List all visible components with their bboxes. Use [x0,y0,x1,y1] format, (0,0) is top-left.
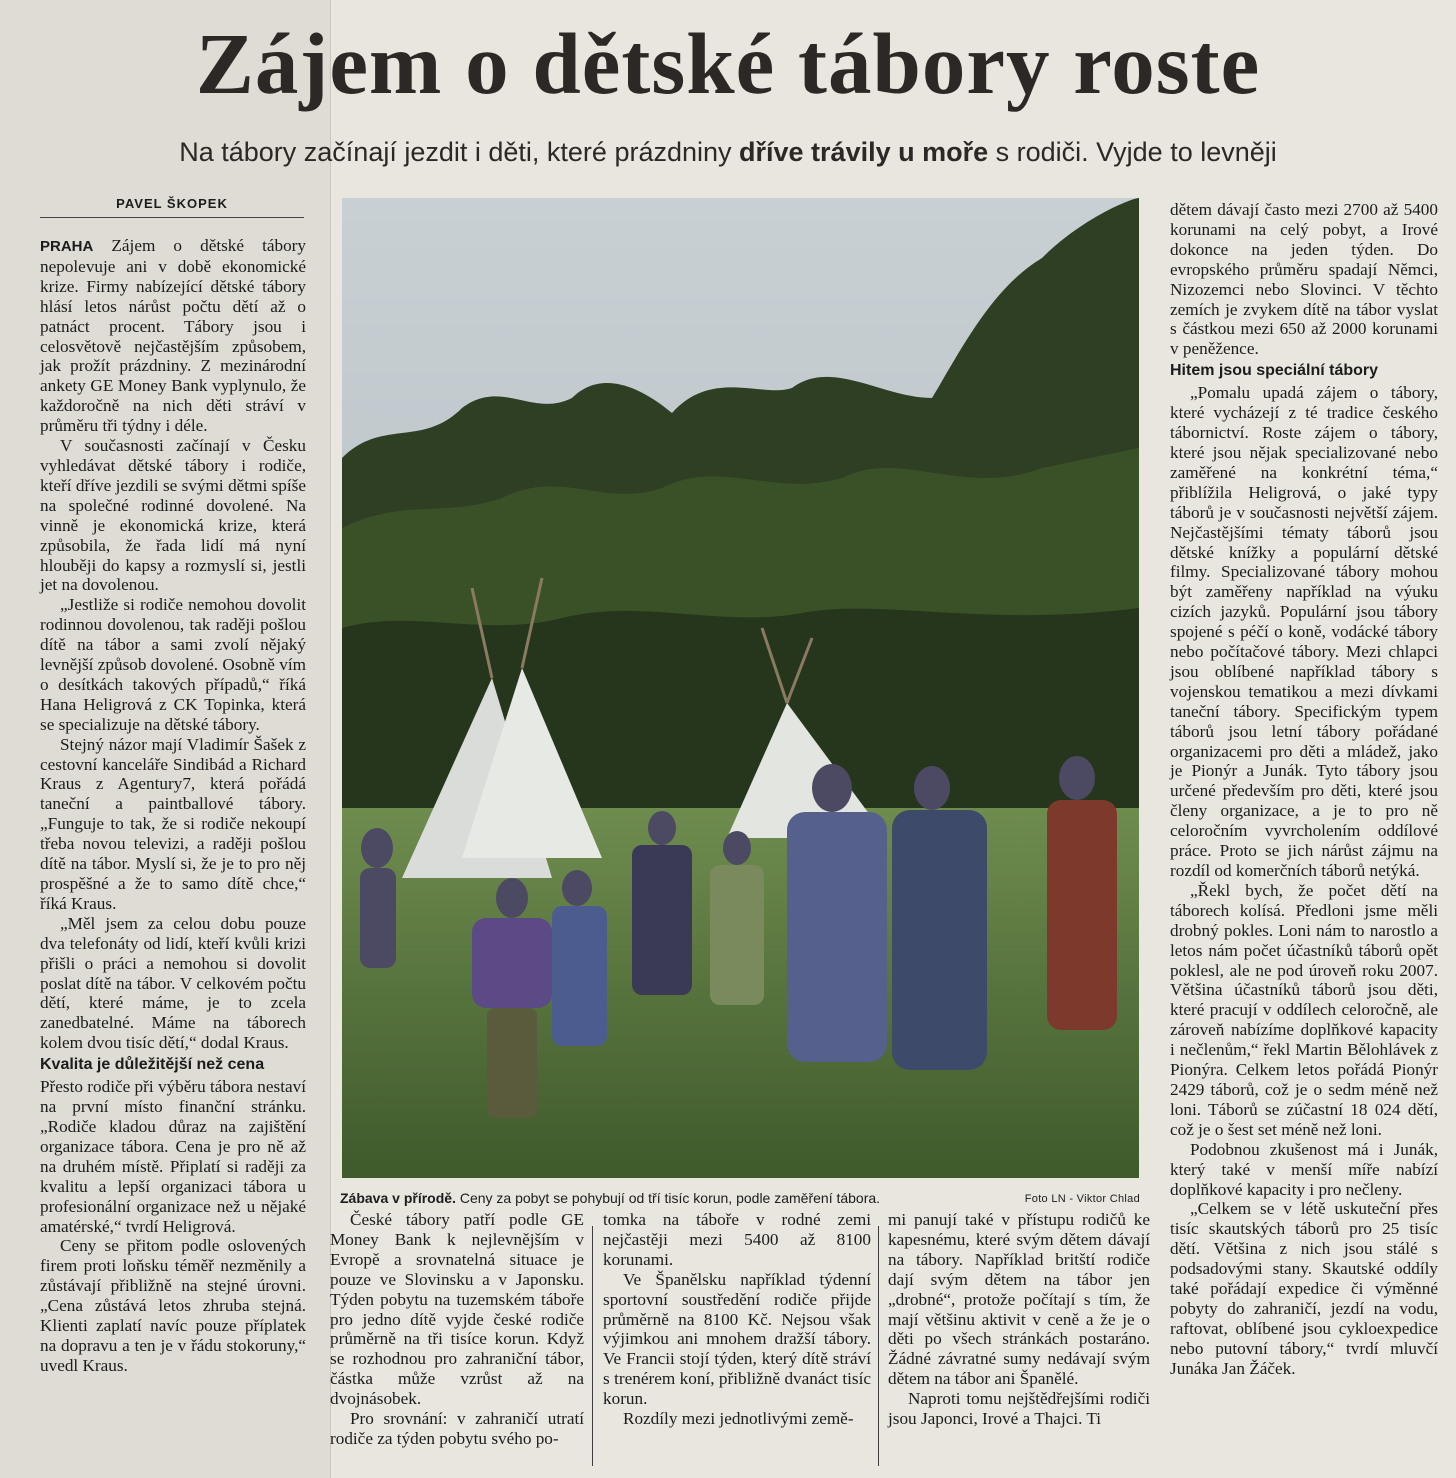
paragraph: dětem dávají často mezi 2700 až 5400 korunami na celý pobyt, a Irové dokonce na jeden týden. Do evropského průměru spadají Němci, Nizozemci nebo Slovinci. V těchto zemích je zvykem dítě na tábor vyslat s částkou mezi 650 až 2000 korunami v peněžence. [1170,200,1438,359]
paragraph: Stejný názor mají Vladimír Šašek z cestovní kanceláře Sindibád a Richard Kraus z Agentury7, která pořádá taneční a paintballové tábory. „Funguje to tak, že si rodiče nekoupí třeba novou televizi, a raději pošlou dítě na tábor. Myslí si, že je to pro něj prospěšné a že to samo dítě chce,“ říká Kraus. [40,734,306,913]
column-2 [330,1210,584,1449]
section-heading: Kvalita je důležitější než cena [40,1056,265,1074]
photo-caption [340,1188,1140,1208]
camp-photo [342,198,1139,1178]
paragraph: mi panují také v přístupu rodičů ke kapesnému, které svým dětem dávají na tábory. Například britští rodiče dají svým dětem na tábor jen „drobné“, protože počítají s tím, že mají většinu aktivit v ceně a že je o děti po všech stránkách postaráno. Žádné závratné sumy nedávají svým dětem na tábor ani Španělé. [888,1210,1150,1389]
paragraph: „Celkem se v létě uskuteční přes tisíc skautských táborů pro 25 tisíc dětí. Většina z nich jsou stálé s podsadovými stany. Skautské oddíly také pořádají expedice či výměnné pobyty do zahraničí, jezdí na vodu, raftovat, oblíbené jsou cykloexpedice nebo putovní tábory,“ tvrdí mluvčí Junáka Jan Žáček. [1170,1199,1438,1378]
caption-text: Ceny za pobyt se pohybují od tří tisíc korun, podle zaměření tábora. [455,1190,881,1206]
photo-credit: Foto LN - Viktor Chlad [1024,1193,1140,1205]
paragraph: V současnosti začínají v Česku vyhledávat dětské tábory i rodiče, kteří dříve jezdili se svými dětmi spíše na společné rodinné dovolené. Na vinně je ekonomická krize, která způsobila, že řada lidí má nyní hlouběji do kapsy a rozmyslí si, jestli jet na dovolenou. [40,436,306,595]
paragraph: Ve Španělsku například týdenní sportovní soustředění rodiče přijde průměrně na 8100 Kč. Nejsou však výjimkou ani mnohem dražší tábory. Ve Francii stojí týden, který dítě stráví s trenérem koní, přibližně dvanáct tisíc korun. [603,1269,871,1409]
column-1 [40,236,306,1376]
paragraph: České tábory patří podle GE Money Bank k nejlevnějším v Evropě a srovnatelná situace je pouze ve Slovinsku a v Japonsku. Týden pobytu na tuzemském táboře pro jedno dítě vyjde české rodiče průměrně na tři tisíce korun. Když se rozhodnou pro zahraniční tábor, částka může vzrůst až na dvojnásobek. [330,1210,584,1409]
section-heading: Hitem jsou speciální tábory [1170,362,1379,380]
subhead-end: s rodiči. Vyjde to levněji [988,137,1277,167]
paragraph-text: Zájem o dětské tábory nepolevuje ani v době ekonomické krize. Firmy nabízející dětské tábory hlásí letos nárůst počtu dětí až o patnáct procent. Tábory jsou i celosvětově nejčastějším způsobem, jak prožít prázdniny. Z mezinárodní ankety GE Money Bank vyplynulo, že každoročně na nich děti stráví v průměru tři týdny i déle. [40,236,306,436]
dateline: PRAHA [40,238,94,255]
subhead-start: Na tábory začínají jezdit i děti, které prázdniny [179,137,740,167]
paragraph [40,236,306,436]
subheadline [0,132,1456,172]
byline: PAVEL ŠKOPEK [40,196,304,218]
column-4 [888,1210,1150,1429]
photo-illustration [342,198,1139,1178]
paragraph: „Řekl bych, že počet dětí na táborech kolísá. Předloni jsme měli drobný pokles. Loni nám to narostlo a letos nám počet účastníků táborů opět poklesl, ale ne pod úroveň roku 2007. Většina účastníků táborů jsou děti, které pracují v oddílech celoročně, ale zároveň nabízíme doplňkové kapacity i nečlenům,“ řekl Martin Bělohlávek z Pionýra. Celkem letos pořádá Pionýr 2429 táborů, což je o sedm méně než loni. Táborů se zúčastní 18 024 dětí, což je o šest set méně než loni. [1170,880,1438,1139]
column-5 [1170,200,1438,1379]
paragraph: „Jestliže si rodiče nemohou dovolit rodinnou dovolenou, tak raději pošlou dítě na tábor a sami zvolí nějaký levnější způsob dovolené. Osobně vím o desítkách takových případů,“ říká Hana Heligrová z CK Topinka, která se specializuje na dětské tábory. [40,595,306,734]
column-rule [592,1226,593,1466]
paragraph: Ceny se přitom podle oslovených firem proti loňsku téměř nezměnily a zůstávají přibližně na stejné úrovni. „Cena zůstává letos zhruba stejná. Klienti zaplatí navíc pouze příplatek na dopravu a ten je v řádu stokoruny,“ uvedl Kraus. [40,1236,306,1375]
paragraph: Rozdíly mezi jednotlivými země- [623,1409,854,1429]
column-3 [603,1210,871,1429]
paragraph: „Pomalu upadá zájem o tábory, které vycházejí z té tradice českého tábornictví. Roste zájem o tábory, které jsou nějak specializované nebo zaměřené na konkrétní téma,“ přiblížila Heligrová, o jaké typy táborů je v současnosti největší zájem. Nejčastějšími tématy táborů jsou dětské knížky a populární dětské filmy. Specializované tábory mohou být zaměřeny například na výuku cizích jazyků. Populární jsou tábory spojené s péčí o koně, vodácké tábory nebo počítačové tábory. Mezi chlapci jsou oblíbené například tábory s vojenskou tematikou a mezi dívkami taneční tábory. Specifickým typem táborů jsou letní tábory pořádané organizacemi pro děti a mládež, jako je Pionýr a Junák. Tyto tábory jsou určené především pro děti, které jsou členy organizace, a je to pro ně celoročním vyvrcholením oddílové práce. Proto se jich nárůst zájmu na rozdíl od komerčních táborů netýká. [1170,383,1438,880]
caption-title: Zábava v přírodě. [340,1190,456,1206]
paragraph: Naproti tomu nejštědřejšími rodiči jsou Japonci, Irové a Thajci. Ti [888,1389,1150,1429]
column-rule [878,1226,879,1466]
subhead-bold: dříve trávily u moře [739,137,989,167]
paragraph: Přesto rodiče při výběru tábora nestaví na první místo finanční stránku. „Rodiče kladou důraz na zajištění organizace tábora. Cena je pro ně až na druhém místě. Připlatí si raději za kvalitu a lepší organizaci tábora u profesionální organizace než u nějaké amatérské,“ tvrdí Heligrová. [40,1077,306,1236]
headline: Zájem o dětské tábory roste [195,15,1261,112]
paragraph: tomka na táboře v rodné zemi nejčastěji mezi 5400 až 8100 korunami. [603,1210,871,1269]
paragraph: „Měl jsem za celou dobu pouze dva telefonáty od lidí, kteří kvůli krizi přišli o práci a nemohou si dovolit poslat dítě na tábor. V celkovém počtu dětí, které máme, je to zcela zanedbatelné. Máme na táborech kolem dvou tisíc dětí,“ dodal Kraus. [40,913,306,1053]
paragraph: Pro srovnání: v zahraničí utratí rodiče za týden pobytu svého po- [330,1409,584,1448]
paragraph: Podobnou zkušenost má i Junák, který také v menší míře nabízí doplňkové kapacity i pro nečleny. [1170,1139,1438,1199]
